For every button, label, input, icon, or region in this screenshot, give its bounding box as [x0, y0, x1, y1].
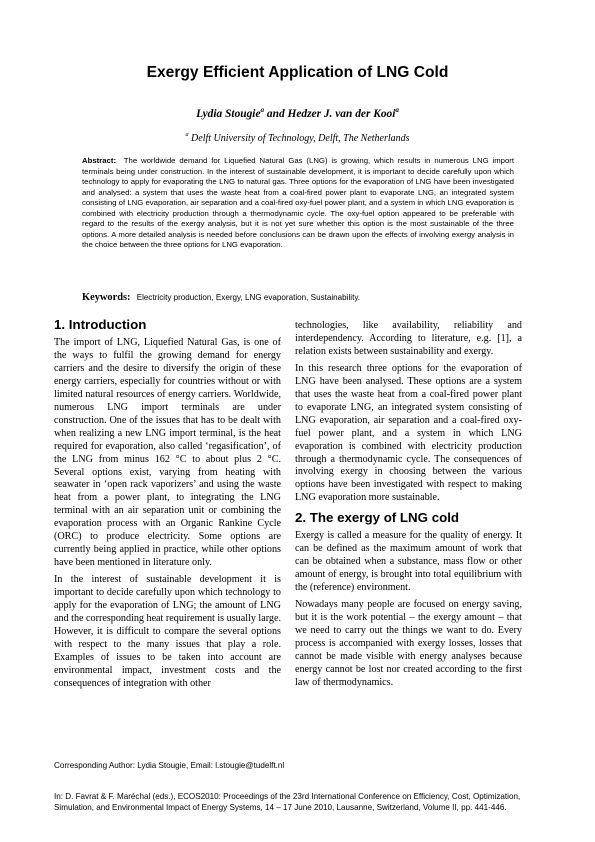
abstract-text: The worldwide demand for Liquefied Natural Gas (LNG) is growing, which results in numerous LNG import terminals being under construction. In the interest of sustainable development, it is important to decide carefully upon which technology to apply for evaporating the LNG to natural gas. Three options for the evaporation of LNG have been investigated and analysed: a system that uses the waste heat from a coal-fired power plant to evaporate LNG, an integrated system consisting of LNG evaporation, air separation and a coal-fired oxy-fuel power plant, and a system in which LNG evaporation is combined with electricity production through a thermodynamic cycle. The oxy-fuel option appeared to be preferable with regard to the results of the exergy analysis, but it is not yet sure whether this option is the most sustainable of the three options. A more detailed analysis is needed before conclusions can be drawn upon the effects of involving exergy analysis in the choice between the three options for LNG evaporation. [82, 156, 515, 249]
author-line [0, 105, 595, 120]
keywords [82, 292, 522, 303]
left-column [54, 316, 281, 695]
citation-note: In: D. Favrat & F. Maréchal (eds.), ECOS2010: Proceedings of the 23rd International Conference on Efficiency, Cost, Optimization, Simulation, and Environmental Impact of Energy Systems, 14 – 17 June 2010, Lausanne, Switzerland, Volume II, pp. 441-446. [54, 792, 521, 813]
author-name: Lydia Stougie [196, 108, 261, 120]
paper-title: Exergy Efficient Application of LNG Cold [146, 64, 449, 81]
corresponding-author-note: Corresponding Author: Lydia Stougie, Email: l.stougie@tudelft.nl [54, 761, 285, 770]
abstract-label: Abstract: [82, 156, 117, 165]
section-heading-introduction: 1. Introduction [54, 317, 147, 332]
body-paragraph: Nowadays many people are focused on energy saving, but it is the work potential – the exergy amount – that we need to carry out the things we want to do. Every process is accompanied with exergy losses, losses that cannot be made visible with energy analyses because energy cannot be lost nor created according to the first law of thermodynamics. [295, 599, 522, 688]
section-heading-exergy: 2. The exergy of LNG cold [295, 510, 460, 526]
abstract [82, 156, 514, 251]
body-paragraph: technologies, like availability, reliability and interdependency. According to literature, e.g. [1], a relation exists between sustainability and exergy. [295, 320, 522, 357]
keywords-label: Keywords: [82, 292, 131, 303]
affiliation-marker: a [395, 105, 399, 114]
body-paragraph: The import of LNG, Liquefied Natural Gas, is one of the ways to fulfil the growing demand for energy carriers and the desire to diversify the origin of these energy carriers, especially for countries without or with limited natural resources of energy carriers. Worldwide, numerous LNG import terminals are under construction. One of the issues that has to be dealt with when realizing a new LNG import terminal, is the heat required for evaporation, also called ‘regasification’, of the LNG from minus 162 °C to about plus 2 °C. Several options exist, varying from heating with seawater in ‘open rack vaporizers’ and using the waste heat from a power plant, to integrating the LNG terminal with an air separation unit or combining the evaporation process with an Organic Rankine Cycle (ORC) to produce electricity. Some options are currently being applied in practice, while other options have been mentioned in literature only. [54, 337, 281, 569]
body-paragraph: In the interest of sustainable development it is important to decide carefully upon which technology to apply for the evaporation of LNG; the amount of LNG and the corresponding heat requirement is usually large. However, it is difficult to compare the several options with respect to the many issues that play a role. Examples of issues to be taken into account are environmental impact, investment costs and the consequences of integration with other [54, 574, 281, 689]
keywords-text: Electricity production, Exergy, LNG evaporation, Sustainability. [136, 293, 361, 302]
body-paragraph: Exergy is called a measure for the quality of energy. It can be defined as the maximum amount of work that can be obtained when a substance, mass flow or other amount of energy, is brought into total equilibrium with the (reference) environment. [295, 530, 522, 594]
affiliation-marker: a [260, 105, 265, 114]
affiliation-marker: a [185, 131, 189, 139]
affiliation-text: Delft University of Technology, Delft, The Netherlands [191, 133, 410, 144]
affiliation-line [0, 133, 595, 144]
body-paragraph: In this research three options for the evaporation of LNG have been analysed. These options are a system that uses the waste heat from a coal-fired power plant to evaporate LNG, an integrated system consisting of LNG evaporation, air separation and a coal-fired oxy-fuel power plant, and a system in which LNG evaporation is combined with electricity production through a thermodynamic cycle. The consequences of involving exergy in choosing between the various options have been investigated with respect to making LNG evaporation more sustainable. [295, 362, 522, 504]
right-column [295, 320, 522, 694]
author-conjunction: and [264, 108, 288, 120]
author-name: Hedzer J. van der Kooi [287, 108, 396, 120]
